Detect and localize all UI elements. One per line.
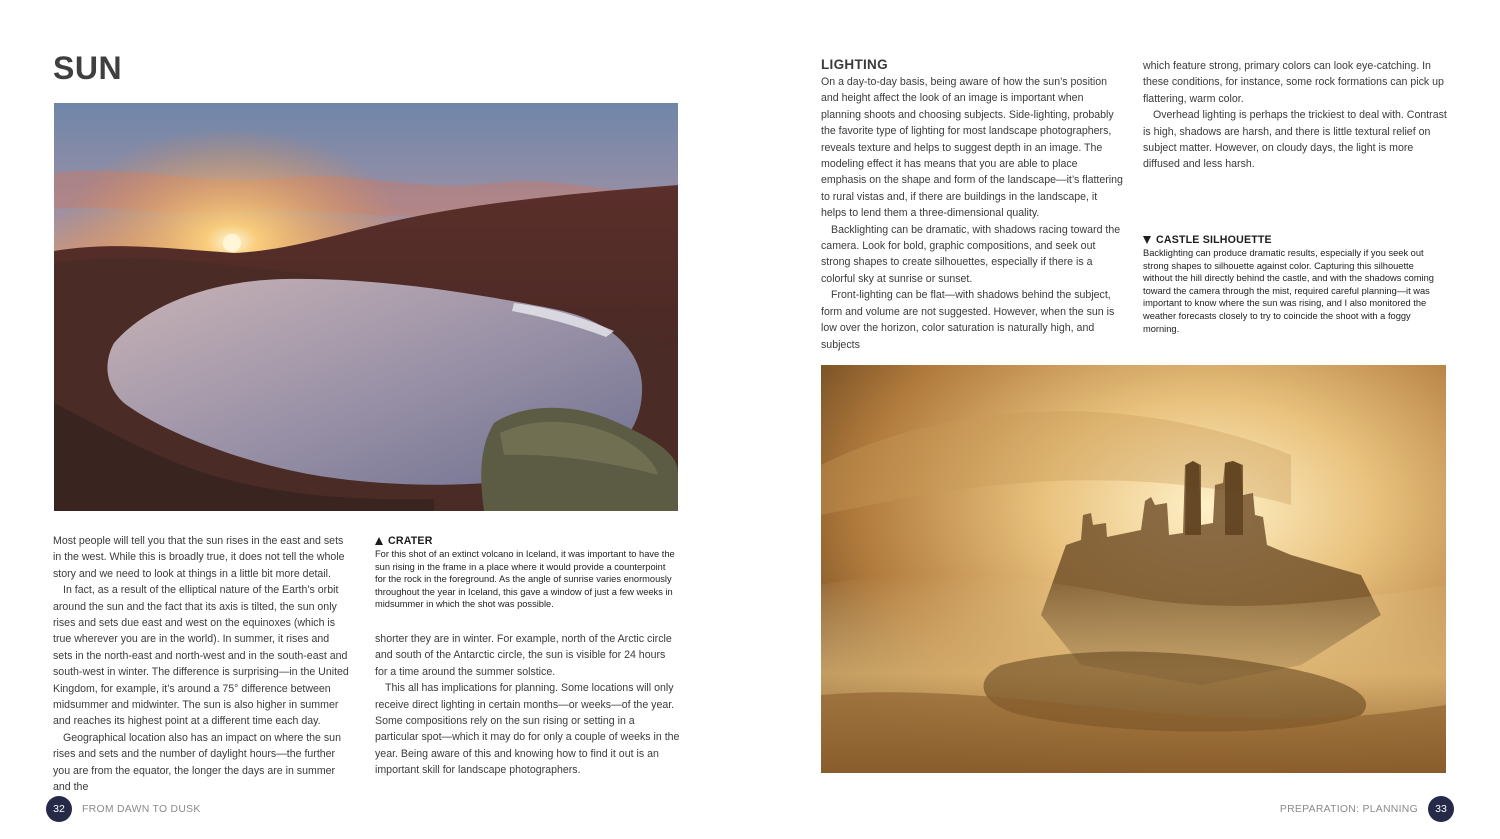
right-folio (1280, 796, 1454, 822)
page-title: SUN (53, 50, 123, 86)
running-head: PREPARATION: PLANNING (1279, 803, 1418, 815)
left-body-column-2 (375, 631, 680, 779)
paragraph: Geographical location also has an impact on where the sun rises and sets and the number of daylight hours—the further you are from the equator, the longer the days are in summer and the (53, 731, 341, 794)
paragraph: On a day-to-day basis, being aware of how the sun’s position and height affect the look of an image is important when planning shoots and choosing subjects. Side-lighting, probably the favorite type of lighting for most landscape photographers, reveals texture and helps to suggest depth in an image. The modeling effect it has means that you are able to place emphasis on the shape and form of the landscape—it’s flattering to rural vistas and, if there are buildings in the landscape, it helps to lend them a three-dimensional quality. (821, 76, 1123, 220)
paragraph: Backlighting can be dramatic, with shadows racing toward the camera. Look for bold, graphic compositions, and seek out strong shapes to create silhouettes, especially if there is a colorful sky at sunrise or sunset. (821, 223, 1121, 285)
paragraph: Overhead lighting is perhaps the trickiest to deal with. Contrast is high, shadows are harsh, and there is little textural relief on subject matter. However, on cloudy days, the light is more diffused and less harsh. (1143, 109, 1447, 171)
paragraph: Most people will tell you that the sun rises in the east and sets in the west. While this is broadly true, it does not tell the whole story and we need to look at things in a little bit more detail. (53, 535, 345, 580)
castle-caption-title (1143, 233, 1443, 247)
castle-caption-text: Backlighting can produce dramatic results, especially if you seek out strong shapes to silhouette against color. Capturing this silhouette without the hill directly behind the castle, and with the shadows coming toward the camera through the mist, required careful planning—it was important to know where the sun was rising, and I also monitored the weather forecasts closely to try to coincide the shoot with a foggy morning. (1143, 248, 1434, 334)
paragraph: This all has implications for planning. Some locations will only receive direct lighting in certain months—or weeks—of the year. Some compositions rely on the sun rising or setting in a particular spot—which it may do for only a couple of weeks in the year. Being aware of this and knowing how to find it out is an important skill for landscape photographers. (375, 682, 680, 777)
paragraph: shorter they are in winter. For example, north of the Arctic circle and south of the Antarctic circle, the sun is visible for 24 hours for a time around the summer solstice. (375, 633, 672, 678)
caption-title-text: CRATER (388, 535, 433, 547)
right-body-column-2 (1143, 58, 1447, 173)
castle-photo-illustration (821, 365, 1446, 773)
left-folio (46, 796, 201, 822)
page-number-badge: 33 (1428, 796, 1454, 822)
castle-photo (821, 365, 1446, 773)
left-body-column-1 (53, 533, 351, 796)
page-number-badge: 32 (46, 796, 72, 822)
paragraph: Front-lighting can be flat—with shadows behind the subject, form and volume are not suggested. However, when the sun is low over the horizon, color saturation is naturally high, and subjects (821, 289, 1115, 351)
section-heading: LIGHTING (821, 57, 888, 72)
crater-photo-illustration (54, 103, 678, 511)
triangle-down-icon (1143, 236, 1151, 244)
triangle-up-icon (375, 537, 383, 545)
right-body-column-1 (821, 74, 1123, 353)
running-head: FROM DAWN TO DUSK (82, 803, 201, 815)
caption-title-text: CASTLE SILHOUETTE (1156, 234, 1272, 246)
crater-caption-text: For this shot of an extinct volcano in Iceland, it was important to have the sun rising in the frame in a place where it would provide a counterpoint for the rock in the foreground. As the angle of sunrise varies enormously throughout the year in Iceland, this gave a window of just a few weeks in midsummer in which the shot was possible. (375, 549, 675, 610)
crater-caption-title (375, 534, 675, 548)
crater-caption (375, 534, 675, 611)
paragraph: In fact, as a result of the elliptical nature of the Earth’s orbit around the sun and the fact that its axis is tilted, the sun only rises and sets due east and west on the equinoxes (which is true wherever you are in the world). In summer, it rises and sets in the north-east and north-west and in the south-east and south-west in winter. The difference is surprising—in the United Kingdom, for example, it’s around a 75° difference between midsummer and midwinter. The sun is also higher in summer and reaches its highest point at a different time each day. (53, 584, 349, 728)
paragraph: which feature strong, primary colors can look eye-catching. In these conditions, for instance, some rock formations can pick up flattering, warm color. (1143, 60, 1444, 105)
crater-photo (54, 103, 678, 511)
castle-caption (1143, 233, 1443, 335)
